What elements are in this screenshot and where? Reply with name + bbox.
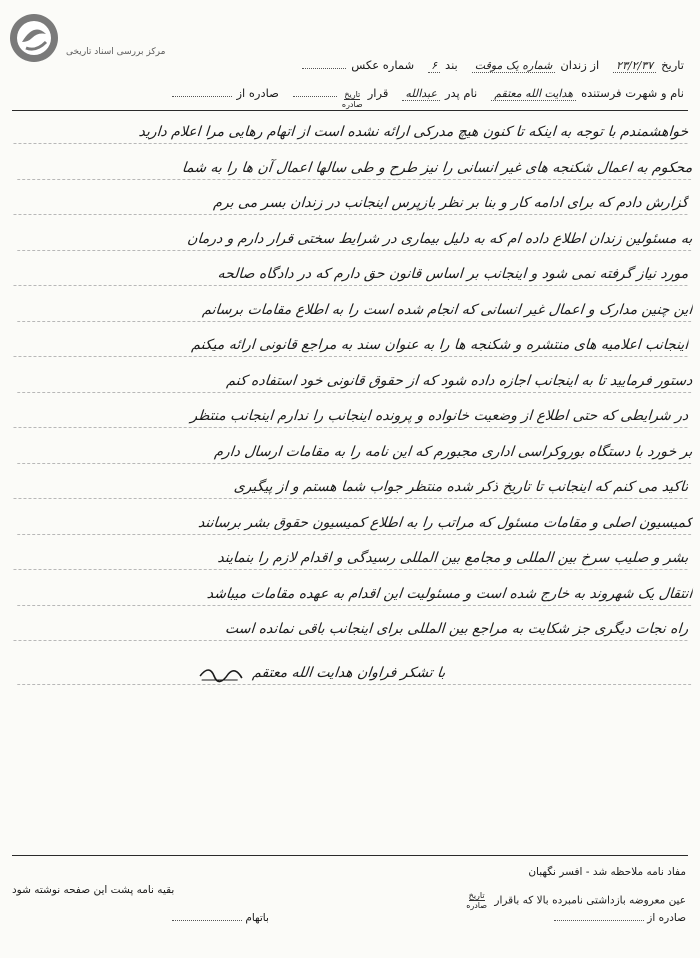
father-name-label: نام پدر xyxy=(444,86,478,100)
date-value: ۲۳/۲/۳۷ xyxy=(613,59,656,73)
ward-label: بند xyxy=(445,58,458,72)
status-label: قرار xyxy=(367,86,389,100)
issued-from-label: صادره از xyxy=(236,86,279,100)
footer-confirm-row xyxy=(12,891,686,910)
header-row-1 xyxy=(302,58,684,73)
letter-line: مورد نیاز گرفته نمی شود و اینجانب بر اساس قانون حق دارم که در دادگاه صالحه xyxy=(13,260,689,296)
letter-line: این چنین مدارک و اعمال غیر انسانی که انجام شده است را به اطلاع مقامات برسانم xyxy=(16,296,694,332)
sender-value: هدایت الله معتقم xyxy=(491,87,576,101)
letter-line: انتقال یک شهروند به خارج شده است و مسئولیت این اقدام به عهده مقامات میباشد xyxy=(16,580,694,616)
photo-number-label: شماره عکس xyxy=(351,58,415,72)
sender-label: نام و شهرت فرستنده xyxy=(581,86,684,100)
ward-value: ۶ xyxy=(428,59,440,73)
letter-line: بر خورد با دستگاه بوروکراسی اداری مجبورم که این نامه را به مقامات ارسال دارم xyxy=(16,438,694,474)
status-blank xyxy=(293,96,337,97)
header-divider xyxy=(12,110,688,111)
letter-line: اینجانب اعلامیه های منتشره و شکنجه ها را به عنوان سند به مراجع قانونی ارائه میکنم xyxy=(13,331,689,367)
letter-line: گزارش دادم که برای ادامه کار و بنا بر نظر بازپرس اینجانب در زندان بسر می برم xyxy=(13,189,689,225)
footer-divider xyxy=(12,855,688,856)
letter-line: کمیسیون اصلی و مقامات مسئول که مراتب را به اطلاع کمیسیون حقوق بشر برسانند xyxy=(16,509,694,545)
date-label: تاریخ xyxy=(661,58,684,72)
letter-line: خواهشمندم با توجه به اینکه تا کنون هیچ مدرکی ارائه نشده است از اتهام رهایی مرا اعلام دارید xyxy=(13,118,689,154)
letter-line: در شرایطی که حتی اطلاع از وضعیت خانواده و پرونده اینجانب را ندارم اینجانب منتظر xyxy=(13,402,689,438)
footer-charge: باتهام xyxy=(172,912,269,924)
letter-line: تاکید می کنم که اینجانب تا تاریخ ذکر شده منتظر جواب شما هستم و از پیگیری xyxy=(13,473,689,509)
signature-line xyxy=(16,659,694,695)
status-stack: تاریخ صادره xyxy=(341,90,363,109)
letter-line: راه نجات دیگری جز شکایت به مراجع بین المللی برای اینجانب باقی نمانده است xyxy=(13,615,689,651)
header-row-2 xyxy=(172,86,685,109)
footer-title: مفاد نامه ملاحظه شد - افسر نگهبان xyxy=(528,866,686,878)
letter-line: دستور فرمایید تا به اینجانب اجازه داده شود که از حقوق قانونی خود استفاده کنم xyxy=(16,367,694,403)
footer-issued-from: صادره از xyxy=(554,912,686,924)
prison-value: شماره یک موقت xyxy=(472,59,556,73)
footer-bottom-row xyxy=(12,912,686,924)
footer-confirm-stack: تاریخ صادره xyxy=(466,891,488,910)
archive-logo xyxy=(8,6,166,70)
issued-from-blank xyxy=(172,96,232,97)
letter-line: به مسئولین زندان اطلاع داده ام که به دلیل بیماری در شرایط سختی قرار دارم و درمان xyxy=(16,225,694,261)
archive-logo-text: مرکز بررسی اسناد تاریخی xyxy=(66,47,166,57)
footer-confirm-text: عین معروضه بازداشتی نامبرده بالا که باقرار xyxy=(494,894,686,907)
letter-line: محکوم به اعمال شکنجه های غیر انسانی را نیز طرح و طی سالها اعمال آن ها را به شما xyxy=(16,154,694,190)
handwritten-signature-icon xyxy=(197,662,245,684)
archive-seal-icon xyxy=(8,12,60,64)
signature-text: با تشکر فراوان هدایت الله معتقم xyxy=(251,664,447,681)
footer-note: بقیه نامه پشت این صفحه نوشته شود xyxy=(12,884,175,896)
father-name-value: عبدالله xyxy=(402,87,440,101)
photo-number-blank xyxy=(302,68,346,69)
prison-label: از زندان xyxy=(560,58,600,72)
letter-line: بشر و صلیب سرخ بین المللی و مجامع بین المللی رسیدگی و اقدام لازم را بنمایند xyxy=(13,544,689,580)
letter-body xyxy=(14,118,694,694)
